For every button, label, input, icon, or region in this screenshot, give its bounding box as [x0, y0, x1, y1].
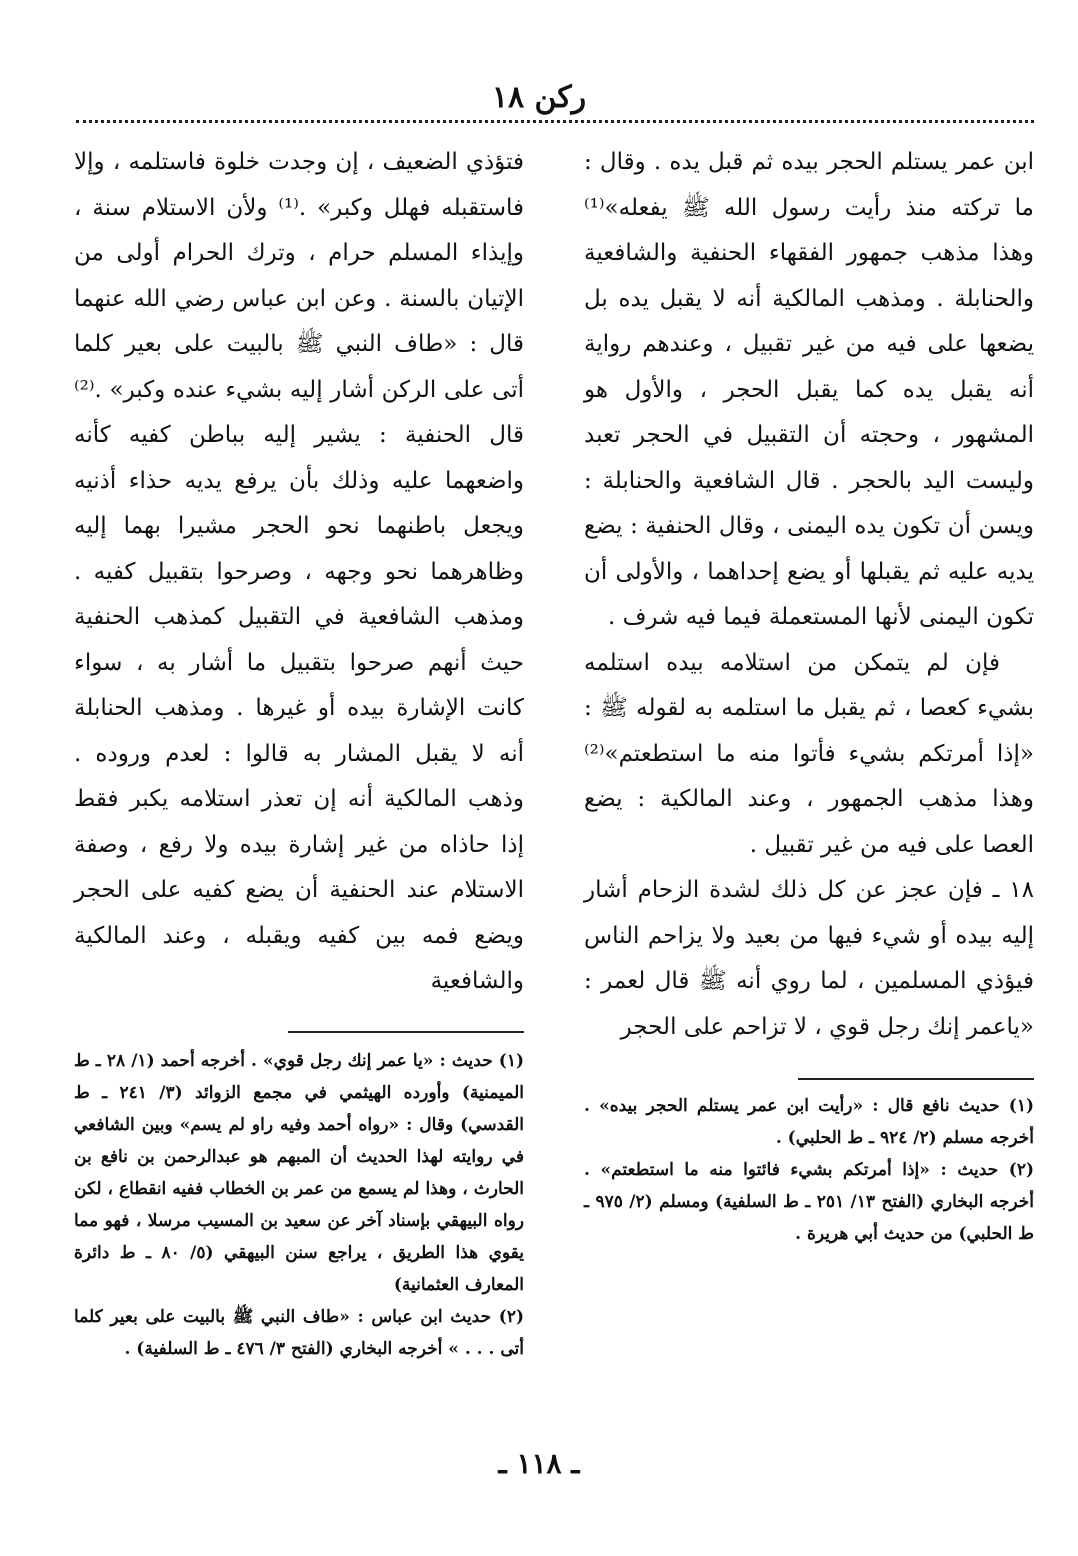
right-column-body: [584, 140, 1034, 1050]
running-title: ركن ١٨: [491, 80, 587, 115]
left-column-body: [74, 140, 524, 1005]
footnote: (٢) حديث : «إذا أمرتكم بشيء فائتوا منه ما استطعتم» . أخرجه البخاري (الفتح ١٣/ ٢٥١ ـ ط السلفية) ومسلم (٢/ ٩٧٥ ـ ط الحلبي) من حديث أبي هريرة .: [584, 1160, 1034, 1244]
right-column-footnotes: [584, 1090, 1034, 1250]
header-dotted-rule: [76, 120, 1034, 123]
footnote: (٢) حديث ابن عباس : «طاف النبي ﷺ بالبيت على بعير كلما أتى . . . » أخرجه البخاري (الفتح ٣/ ٤٧٦ ـ ط السلفية) .: [74, 1306, 524, 1359]
page-number: ـ ١١٨ ـ: [498, 1447, 580, 1480]
paragraph: فتؤذي الضعيف ، إن وجدت خلوة فاستلمه ، وإلا فاستقبله فهلل وكبر» .⁽¹⁾ ولأن الاستلام سنة ، وإيذاء المسلم حرام ، وترك الحرام أولى من الإتيان بالسنة . وعن ابن عباس رضي الله عنهما قال : «طاف النبي ﷺ بالبيت على بعير كلما أتى على الركن أشار إليه بشيء عنده وكبر» .⁽²⁾ قال الحنفية : يشير إليه بباطن كفيه كأنه واضعهما عليه وذلك بأن يرفع يديه حذاء أذنيه ويجعل باطنهما نحو الحجر مشيرا بهما إليه وظاهرهما نحو وجهه ، وصرحوا بتقبيل كفيه . ومذهب الشافعية في التقبيل كمذهب الحنفية حيث أنهم صرحوا بتقبيل ما أشار به ، سواء كانت الإشارة بيده أو غيرها . ومذهب الحنابلة أنه لا يقبل المشار به قالوا : لعدم وروده . وذهب المالكية أنه إن تعذر استلامه يكبر فقط إذا حاذاه من غير إشارة بيده ولا رفع ، وصفة الاستلام عند الحنفية أن يضع كفيه على الحجر ويضع فمه بين كفيه ويقبله ، وعند المالكية والشافعية: [74, 149, 524, 994]
paragraph: ١٨ ـ فإن عجز عن كل ذلك لشدة الزحام أشار إليه بيده أو شيء فيها من بعيد ولا يزاحم الناس فيؤذي المسلمين ، لما روي أنه ﷺ قال لعمر : «ياعمر إنك رجل قوي ، لا تزاحم على الحجر: [584, 877, 1034, 1040]
left-column-footnotes: [74, 1045, 524, 1365]
footnote-separator: [288, 1031, 524, 1033]
footnote: (١) حديث : «يا عمر إنك رجل قوي» . أخرجه أحمد (١/ ٢٨ ـ ط الميمنية) وأورده الهيثمي في مجمع الزوائد (٣/ ٢٤١ ـ ط القدسي) وقال : «رواه أحمد وفيه راو لم يسم» وبين الشافعي في روايته لهذا الحديث أن المبهم هو عبدالرحمن بن نافع بن الحارث ، وهذا لم يسمع من عمر بن الخطاب ففيه انقطاع ، لكن رواه البيهقي بإسناد آخر عن سعيد بن المسيب مرسلا ، فهو مما يقوي هذا الطريق ، يراجع سنن البيهقي (٥/ ٨٠ ـ ط دائرة المعارف العثمانية): [74, 1050, 525, 1295]
footnote: (١) حديث نافع قال : «رأيت ابن عمر يستلم الحجر بيده» . أخرجه مسلم (٢/ ٩٢٤ ـ ط الحلبي) .: [584, 1096, 1034, 1148]
left-column: [74, 140, 524, 1365]
footnote-separator: [798, 1078, 1034, 1080]
paragraph: فإن لم يتمكن من استلامه بيده استلمه بشيء كعصا ، ثم يقبل ما استلمه به لقوله ﷺ : «إذا أمرتكم بشيء فأتوا منه ما استطعتم»⁽²⁾ وهذا مذهب الجمهور ، وعند المالكية : يضع العصا على فيه من غير تقبيل .: [584, 649, 1034, 858]
right-column: [584, 140, 1034, 1250]
paragraph: ابن عمر يستلم الحجر بيده ثم قبل يده . وقال : ما تركته منذ رأيت رسول الله ﷺ يفعله»⁽¹⁾ وهذا مذهب جمهور الفقهاء الحنفية والشافعية والحنابلة . ومذهب المالكية أنه لا يقبل يده بل يضعها على فيه من غير تقبيل ، وعندهم رواية أنه يقبل يده كما يقبل الحجر ، والأول هو المشهور ، وحجته أن التقبيل في الحجر تعبد وليست اليد بالحجر . قال الشافعية والحنابلة : ويسن أن تكون يده اليمنى ، وقال الحنفية : يضع يديه عليه ثم يقبلها أو يضع إحداهما ، والأولى أن تكون اليمنى لأنها المستعملة فيما فيه شرف .: [584, 149, 1034, 630]
